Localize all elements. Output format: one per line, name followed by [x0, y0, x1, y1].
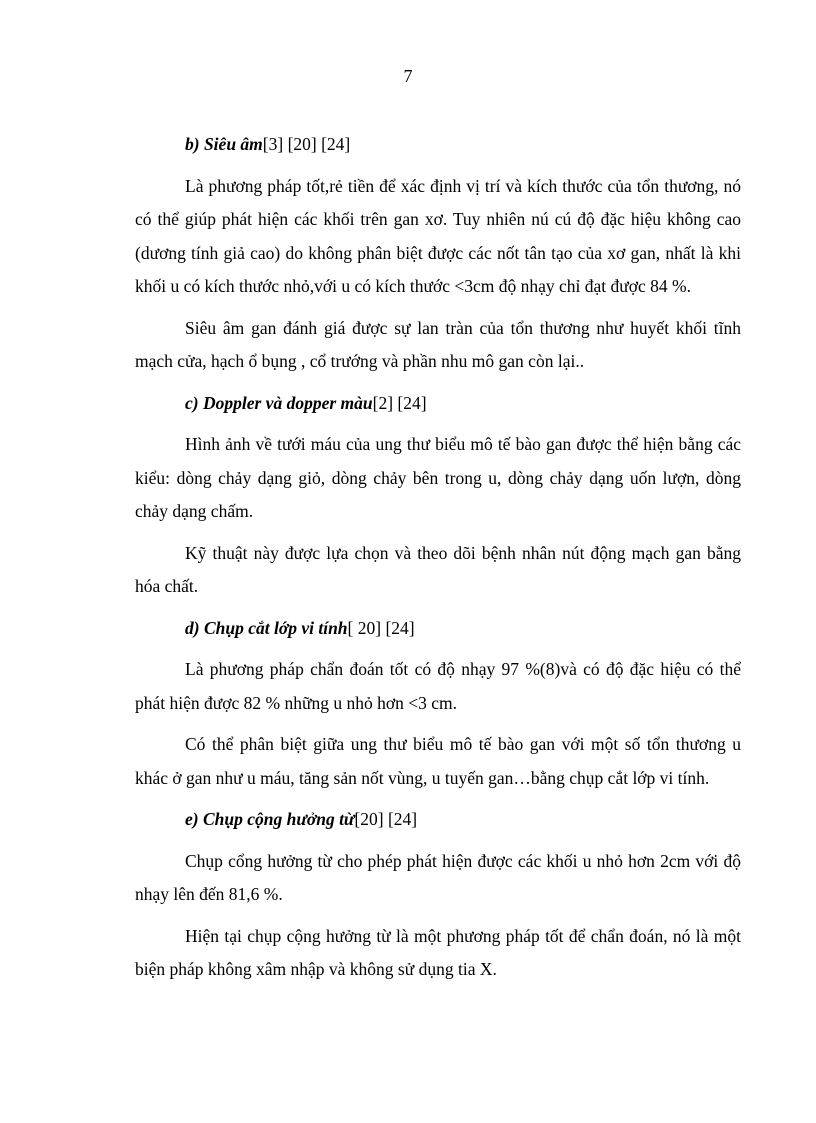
section-heading	[135, 612, 741, 646]
paragraph: Chụp cổng hưởng từ cho phép phát hiện được các khối u nhỏ hơn 2cm với độ nhạy lên đến 81,6 %.	[135, 850, 741, 904]
section-heading	[135, 387, 741, 421]
section-heading	[135, 803, 741, 837]
section-refs: [2] [24]	[372, 392, 427, 413]
section-title: c) Doppler và dopper màu	[185, 392, 373, 413]
section-heading	[135, 128, 741, 162]
section-refs: [20] [24]	[354, 809, 418, 829]
section-mri	[135, 803, 741, 987]
paragraph: Hiện tại chụp cộng hưởng từ là một phương pháp tốt để chẩn đoán, nó là một biện pháp không xâm nhập và không sử dụng tia X.	[135, 925, 741, 979]
paragraph: Hình ảnh về tưới máu của ung thư biểu mô tế bào gan được thể hiện bằng các kiểu: dòng chảy dạng giỏ, dòng chảy bên trong u, dòng chảy dạng uốn lượn, dòng chảy dạng chấm.	[135, 434, 741, 521]
paragraph: Kỹ thuật này được lựa chọn và theo dõi bệnh nhân nút động mạch gan bằng hóa chất.	[135, 542, 741, 596]
paragraph: Siêu âm gan đánh giá được sự lan tràn của tổn thương như huyết khối tĩnh mạch cửa, hạch ổ bụng , cổ trướng và phần nhu mô gan còn lại..	[135, 317, 741, 371]
section-doppler	[135, 387, 741, 604]
paragraph: Là phương pháp chẩn đoán tốt có độ nhạy 97 %(8)và có độ đặc hiệu có thể phát hiện được 82 % những u nhỏ hơn <3 cm.	[135, 659, 741, 713]
section-refs: [ 20] [24]	[347, 617, 415, 638]
section-refs: [3] [20] [24]	[262, 134, 351, 154]
paragraph: Là phương pháp tốt,rẻ tiền để xác định vị trí và kích thước của tổn thương, nó có thể giúp phát hiện các khối trên gan xơ. Tuy nhiên nú cú độ đặc hiệu không cao (dương tính giả cao) do không phân biệt được các nốt tân tạo của xơ gan, nhất là khi khối u có kích thước nhỏ,với u có kích thước <3cm độ nhạy chỉ đạt được 84 %.	[135, 175, 741, 296]
paragraph: Có thể phân biệt giữa ung thư biểu mô tế bào gan với một số tổn thương u khác ở gan như u máu, tăng sản nốt vùng, u tuyến gan…bằng chụp cắt lớp vi tính.	[135, 734, 741, 788]
page-content	[135, 128, 741, 995]
section-ct	[135, 612, 741, 796]
page-number: 7	[403, 66, 413, 86]
section-title: b) Siêu âm	[185, 134, 263, 154]
section-title: e) Chụp cộng hưởng từ	[185, 809, 355, 829]
section-title: d) Chụp cắt lớp vi tính	[185, 617, 348, 638]
section-sieu-am	[135, 128, 741, 379]
